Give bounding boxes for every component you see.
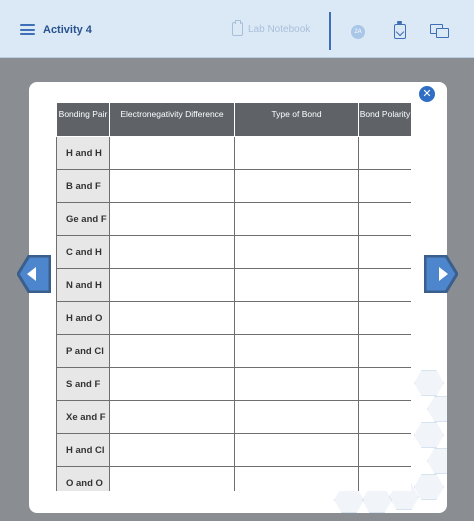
top-bar	[0, 0, 474, 58]
bonding-pair-cell: H and H	[57, 137, 110, 170]
bonding-pair-cell: Ge and F	[57, 203, 110, 236]
table-row	[57, 236, 412, 269]
bond-table	[56, 102, 411, 491]
electronegativity-input[interactable]	[110, 236, 235, 269]
bonding-pair-cell: Xe and F	[57, 401, 110, 434]
bond-type-input[interactable]	[235, 203, 359, 236]
bonding-pair-cell: C and H	[57, 236, 110, 269]
bonding-pair-cell: O and O	[57, 467, 110, 492]
lab-notebook-button[interactable]	[232, 22, 310, 36]
bond-polarity-input[interactable]	[359, 467, 412, 492]
clipboard-icon	[232, 22, 243, 36]
table-row	[57, 467, 412, 492]
electronegativity-input[interactable]	[110, 203, 235, 236]
bonding-pair-cell: H and Cl	[57, 434, 110, 467]
bond-type-input[interactable]	[235, 302, 359, 335]
bond-polarity-input[interactable]	[359, 401, 412, 434]
bond-type-input[interactable]	[235, 434, 359, 467]
bond-type-input[interactable]	[235, 269, 359, 302]
bond-type-input[interactable]	[235, 401, 359, 434]
gallery-icon[interactable]	[430, 24, 450, 39]
table-row	[57, 401, 412, 434]
bond-polarity-input[interactable]	[359, 137, 412, 170]
bond-polarity-input[interactable]	[359, 236, 412, 269]
bonding-pair-cell: P and Cl	[57, 335, 110, 368]
header-bond-polarity: Bond Polarity	[359, 103, 412, 137]
electronegativity-input[interactable]	[110, 467, 235, 492]
bond-type-input[interactable]	[235, 170, 359, 203]
bond-polarity-input[interactable]	[359, 434, 412, 467]
header-bonding-pair: Bonding Pair	[57, 103, 110, 137]
electronegativity-input[interactable]	[110, 368, 235, 401]
header-type-of-bond: Type of Bond	[235, 103, 359, 137]
bond-polarity-input[interactable]	[359, 335, 412, 368]
electronegativity-input[interactable]	[110, 269, 235, 302]
bond-type-input[interactable]	[235, 137, 359, 170]
electronegativity-input[interactable]	[110, 302, 235, 335]
bonding-pair-cell: B and F	[57, 170, 110, 203]
bonding-pair-cell: H and O	[57, 302, 110, 335]
header-electronegativity-difference: Electronegativity Difference	[110, 103, 235, 137]
table-row	[57, 368, 412, 401]
table-row	[57, 434, 412, 467]
bond-table-container[interactable]	[56, 102, 411, 491]
electronegativity-input[interactable]	[110, 170, 235, 203]
bond-polarity-input[interactable]	[359, 269, 412, 302]
toolbar-divider	[329, 12, 331, 50]
table-row	[57, 269, 412, 302]
bond-polarity-input[interactable]	[359, 368, 412, 401]
bond-type-input[interactable]	[235, 335, 359, 368]
bonding-pair-cell: N and H	[57, 269, 110, 302]
bond-polarity-input[interactable]	[359, 170, 412, 203]
table-row	[57, 335, 412, 368]
electronegativity-input[interactable]	[110, 137, 235, 170]
hamburger-icon[interactable]	[20, 24, 35, 35]
table-row	[57, 203, 412, 236]
circle-button[interactable]: 2A	[351, 25, 365, 39]
chevron-left-icon[interactable]	[17, 255, 51, 293]
clipboard-check-icon[interactable]	[394, 24, 406, 39]
close-icon[interactable]: ✕	[419, 86, 435, 102]
bond-type-input[interactable]	[235, 236, 359, 269]
bond-polarity-input[interactable]	[359, 302, 412, 335]
table-row	[57, 302, 412, 335]
bond-type-input[interactable]	[235, 368, 359, 401]
bonding-pair-cell: S and F	[57, 368, 110, 401]
electronegativity-input[interactable]	[110, 335, 235, 368]
table-row	[57, 170, 412, 203]
electronegativity-input[interactable]	[110, 401, 235, 434]
activity-title: Activity 4	[43, 24, 92, 36]
bond-polarity-input[interactable]	[359, 203, 412, 236]
electronegativity-input[interactable]	[110, 434, 235, 467]
table-row	[57, 137, 412, 170]
chevron-right-icon[interactable]	[424, 255, 458, 293]
lab-notebook-label: Lab Notebook	[248, 23, 311, 35]
bond-type-input[interactable]	[235, 467, 359, 492]
